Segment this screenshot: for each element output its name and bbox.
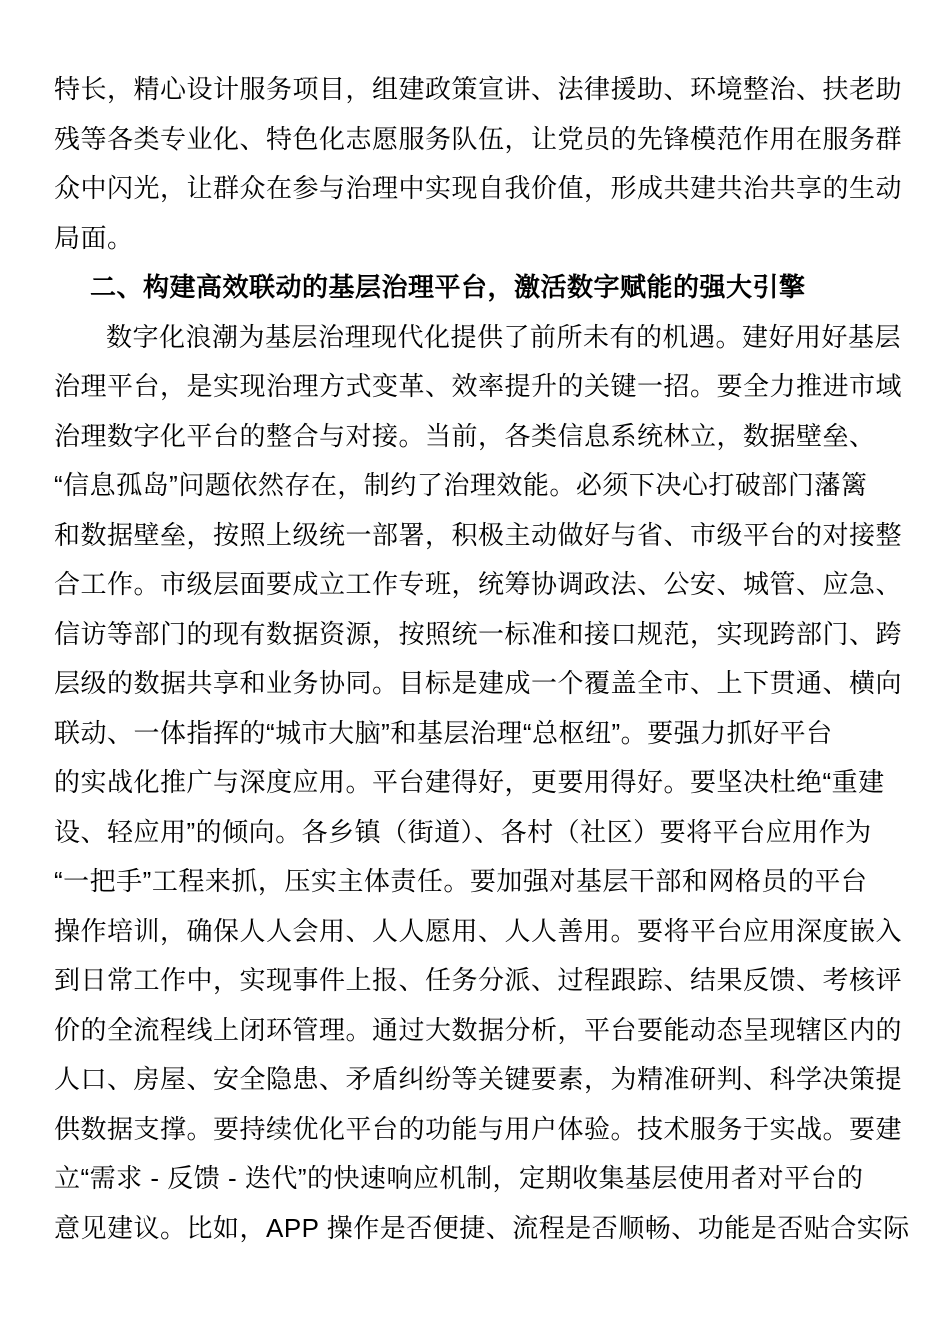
text-line: 数字化浪潮为基层治理现代化提供了前所未有的机遇。建好用好基层 [106,321,902,352]
text-line: 特长，精心设计服务项目，组建政策宣讲、法律援助、环境整治、扶老助 [54,74,903,104]
document-lines [54,65,910,1253]
text-line: 价的全流程线上闭环管理。通过大数据分析，平台要能动态呈现辖区内的 [54,1014,903,1045]
text-line: 和数据壁垒，按照上级统一部署，积极主动做好与省、市级平台的对接整 [54,519,903,550]
text-line: 治理平台，是实现治理方式变革、效率提升的关键一招。要全力推进市域 [54,371,903,401]
text-line: 局面。 [54,222,134,253]
text-line: 治理数字化平台的整合与对接。当前，各类信息系统林立，数据壁垒、 [54,420,876,451]
text-line: 意见建议。比如，APP 操作是否便捷、流程是否顺畅、功能是否贴合实际 [54,1212,910,1243]
text-line: 残等各类专业化、特色化志愿服务队伍，让党员的先锋模范作用在服务群 [54,123,903,154]
section-heading-line: 二、构建高效联动的基层治理平台，激活数字赋能的强大引擎 [90,272,806,302]
text-line: 立“需求 - 反馈 - 迭代”的快速响应机制，定期收集基层使用者对平台的 [54,1163,864,1193]
text-line: 众中闪光，让群众在参与治理中实现自我价值，形成共建共治共享的生动 [54,173,903,203]
text-line: 操作培训，确保人人会用、人人愿用、人人善用。要将平台应用深度嵌入 [54,915,903,946]
text-line: 联动、一体指挥的“城市大脑”和基层治理“总枢纽”。要强力抓好平台 [54,717,833,748]
text-line: 供数据支撑。要持续优化平台的功能与用户体验。技术服务于实战。要建 [54,1113,903,1144]
text-line: 层级的数据共享和业务协同。目标是建成一个覆盖全市、上下贯通、横向 [54,668,903,698]
text-line: “一把手”工程来抓，压实主体责任。要加强对基层干部和网格员的平台 [54,866,868,896]
text-line: 人口、房屋、安全隐患、矛盾纠纷等关键要素，为精准研判、科学决策提 [54,1064,903,1094]
text-line: “信息孤岛”问题依然存在，制约了治理效能。必须下决心打破部门藩篱 [54,470,868,500]
text-line: 的实战化推广与深度应用。平台建得好，更要用得好。要坚决杜绝“重建 [54,767,885,797]
text-line: 合工作。市级层面要成立工作专班，统筹协调政法、公安、城管、应急、 [54,569,903,599]
text-line: 信访等部门的现有数据资源，按照统一标准和接口规范，实现跨部门、跨 [54,618,903,649]
text-line: 设、轻应用”的倾向。各乡镇（街道）、各村（社区）要将平台应用作为 [54,816,872,847]
text-line: 到日常工作中，实现事件上报、任务分派、过程跟踪、结果反馈、考核评 [54,965,903,995]
